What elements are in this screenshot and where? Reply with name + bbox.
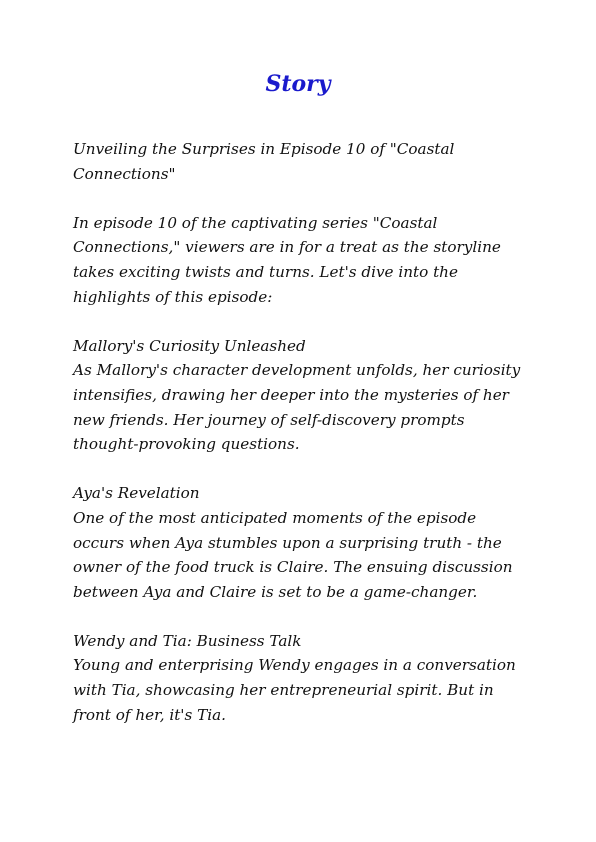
- section-body: As Mallory's character development unfolds, her curiosity intensifies, drawing her deeper into the mysteries of her new friends. Her journey of self-discovery prompts thought-provoking questions.: [73, 361, 521, 454]
- page-title: Story: [265, 71, 331, 97]
- story-intro: In episode 10 of the captivating series "Coastal Connections," viewers are in for a treat as the storyline takes exciting twists and turns. Let's dive into the highlights of this episode:: [73, 213, 501, 306]
- section-body: One of the most anticipated moments of the episode occurs when Aya stumbles upon a surprising truth - the owner of the food truck is Claire. The ensuing discussion between Aya and Claire is set to be a game-changer.: [73, 508, 513, 601]
- section-heading: Wendy and Tia: Business Talk: [73, 631, 302, 650]
- story-content: [73, 137, 531, 752]
- section-heading: Mallory's Curiosity Unleashed: [73, 336, 306, 355]
- section-heading: Aya's Revelation: [73, 484, 200, 503]
- section-wendy-tia: [73, 629, 531, 727]
- section-body: Young and enterprising Wendy engages in a conversation with Tia, showcasing her entrepreneurial spirit. But in front of her, it's Tia.: [73, 656, 516, 724]
- section-mallory: [73, 334, 531, 457]
- section-aya: [73, 481, 531, 604]
- story-subtitle: Unveiling the Surprises in Episode 10 of "Coastal Connections": [73, 140, 455, 183]
